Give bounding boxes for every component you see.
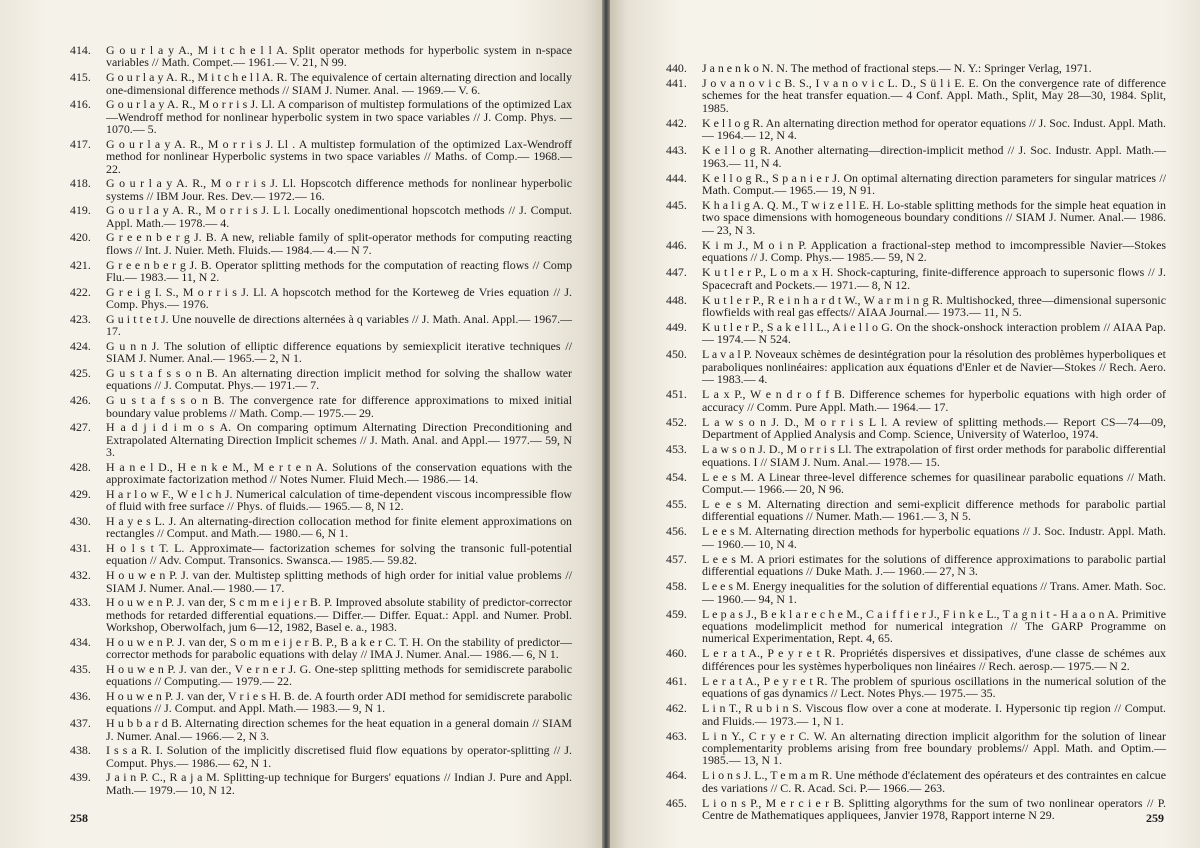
reference-text: Viscous flow over a cone at moderate. I. Hypersonic tip region // Comput. and Fluids.— 1973.— 1, N 1.: [702, 701, 1166, 728]
reference-entry: [70, 44, 572, 69]
reference-authors: G o u r l a y A. R., M i t c h e l l A. R.: [106, 70, 288, 85]
reference-entry: [666, 769, 1166, 794]
reference-authors: L i n T., R u b i n S.: [702, 701, 802, 716]
reference-number: 425.: [70, 366, 91, 381]
reference-text: The extrapolation of first order methods for parabolic differential equations. I // SIAM J. Num. Anal.— 1978.— 15.: [702, 442, 1166, 469]
reference-entry: [666, 416, 1166, 441]
reference-text: Application a fractional-step method to imcompressible Navier—Stokes equations // J. Comp. Phys.— 1985.— 59, N 2.: [702, 237, 1166, 265]
reference-number: 438.: [70, 743, 91, 758]
reference-authors: K e l l o g R.: [702, 115, 764, 130]
reference-entry: [666, 239, 1166, 264]
reference-entry: [666, 498, 1166, 523]
reference-authors: H o u w e n P. J. van der., V e r n e r J. G.: [106, 661, 312, 676]
reference-authors: L e e s M.: [702, 551, 754, 566]
reference-authors: K e l l o g R., S p a n i e r J.: [702, 170, 841, 185]
reference-text: On optimal alternating direction parameters for singular matrices // Math. Comput.— 1965.— 19, N 91.: [702, 170, 1166, 198]
reference-authors: H o u w e n P. J. van der, S o m m e i j e r B. P., B a k e r C. T. H.: [106, 634, 424, 649]
reference-number: 451.: [666, 387, 687, 402]
reference-text: Propriétés dispersives et dissipatives, d'une classe de schémes aux différences pour les systèmes hyperboliques non linéaires // Rech. aerosp.— 1975.— N 2.: [702, 646, 1166, 673]
reference-authors: L a v a l P.: [702, 347, 752, 362]
reference-entry: [666, 199, 1166, 236]
reference-text: A hopscotch method for the Korteweg de Vries equation // J. Comp. Phys.— 1976.: [106, 284, 572, 312]
reference-entry: [70, 542, 572, 567]
reference-authors: L a x P., W e n d r o f f B.: [702, 387, 845, 402]
reference-authors: L i o n s P., M e r c i e r B.: [702, 795, 845, 810]
reference-text: de. A fourth order ADI method for semidiscrete parabolic equations // J. Comput. and Appl. Math.— 1983.— 9, N 1.: [106, 689, 572, 716]
reference-number: 421.: [70, 257, 91, 272]
reference-number: 427.: [70, 420, 91, 435]
reference-text: The solution of elliptic difference equations by semiexplicit iterative techniques // SIAM J. Numer. Anal.— 1965.— 2, N 1.: [106, 338, 572, 366]
reference-number: 415.: [70, 70, 91, 85]
reference-number: 430.: [70, 513, 91, 528]
reference-number: 458.: [666, 579, 687, 594]
reference-number: 440.: [666, 61, 687, 75]
reference-text: An alternating direction implicit method for solving the shallow water equations // J. Computat. Phys.— 1971.— 7.: [106, 366, 572, 393]
reference-text: Splitting algorythms for the sum of two nonlinear operators // P. Centre de Mathematiques appliquees, Janvier 1978, Rapport interne N 29.: [702, 795, 1166, 823]
reference-entry: [70, 744, 572, 769]
reference-number: 434.: [70, 634, 91, 649]
reference-entry: [70, 690, 572, 715]
reference-entry: [70, 177, 572, 202]
reference-text: Locally onedimentional hopscotch methods // J. Comput. Appl. Math.— 1978.— 4.: [106, 203, 572, 230]
reference-text: van der. Multistep splitting methods of high order for initial value problems // SIAM J. Numer. Anal.— 1980.— 17.: [106, 568, 572, 595]
reference-entry: [70, 259, 572, 284]
reference-authors: K u t l e r P., R e i n h a r d t W., W a r m i n g R.: [702, 292, 943, 307]
reference-text: Difference schemes for hyperbolic equations with high order of accuracy // Comm. Pure Appl. Math.— 1964.— 17.: [702, 387, 1166, 414]
reference-number: 464.: [666, 768, 687, 783]
reference-number: 414.: [70, 43, 91, 57]
reference-number: 457.: [666, 551, 687, 566]
reference-entry: [666, 797, 1166, 822]
reference-authors: L e e s M.: [702, 496, 762, 511]
reference-authors: H u b b a r d B.: [106, 716, 182, 731]
reference-text: An alternating direction implicit algorithm for the solution of linear complementarity problems arising from free boundary problems// Appl. Math. and Optim.— 1985.— 13, N 1.: [702, 728, 1166, 768]
reference-authors: J o v a n o v i c B. S., I v a n o v i c L. D., S ü l i E. E.: [702, 76, 979, 90]
reference-entry: [666, 730, 1166, 767]
reference-text: An alternating direction method for operator equations // J. Soc. Indust. Appl. Math.— 1964.— 12, N 4.: [702, 115, 1166, 143]
reference-number: 445.: [666, 198, 687, 213]
reference-entry: [666, 471, 1166, 496]
reference-number: 461.: [666, 673, 687, 688]
reference-authors: L i o n s J. L., T e m a m R.: [702, 768, 833, 783]
reference-entry: [70, 596, 572, 633]
reference-text: A priori estimates for the solutions of difference approximations to parabolic partial differential equations // Duke Math. J.— 1960.— 27, N 3.: [702, 551, 1166, 579]
reference-entry: [70, 569, 572, 594]
reference-number: 432.: [70, 568, 91, 583]
book-gutter: [602, 0, 610, 848]
reference-authors: I s s a R. I.: [106, 743, 163, 758]
reference-number: 439.: [70, 770, 91, 785]
reference-entry: [70, 717, 572, 742]
reference-entry: [666, 348, 1166, 385]
reference-number: 436.: [70, 689, 91, 704]
reference-authors: L a w s o n J. D., M o r r i s Ll.: [702, 442, 852, 457]
reference-text: Split operator methods for hyperbolic system in n-space variables // Math. Compet.— 1961.— V. 21, N 99.: [106, 43, 573, 70]
reference-entry: [666, 388, 1166, 413]
reference-entry: [70, 663, 572, 688]
reference-number: 420.: [70, 230, 91, 245]
reference-authors: H a d j i d i m o s A.: [106, 420, 232, 435]
reference-text: Ll. Hopscotch difference methods for nonlinear hyperbolic systems // IBM Jour. Res. Dev.— 1972.— 16.: [106, 176, 572, 203]
reference-number: 444.: [666, 170, 687, 185]
reference-number: 429.: [70, 486, 91, 501]
reference-text: One-step splitting methods for semidiscrete parabolic equations // Computing.— 1979.— 22.: [106, 661, 572, 689]
reference-authors: L e e s M.: [702, 579, 750, 594]
reference-text: Energy inequalities for the solution of differential equations // Trans. Amer. Math. Soc.— 1960.— 94, N 1.: [702, 579, 1166, 606]
reference-number: 462.: [666, 701, 687, 716]
reference-text: An alternating-direction collocation method for finite element approximations on rectangles // Comput. and Math.— 1980.— 6, N 1.: [106, 513, 572, 541]
reference-authors: K u t l e r P., L o m a x H.: [702, 265, 834, 280]
reference-number: 443.: [666, 143, 687, 158]
reference-entry: [666, 702, 1166, 727]
reference-text: A comparison of multistep formulations of the optimized Lax—Wendroff method for nonlinear hyperbolic system in two space variables // J. Comp. Phys. — 1070.— 5.: [106, 97, 572, 137]
reference-entry: [666, 321, 1166, 346]
reference-authors: G o u r l a y A., M i t c h e l l A.: [106, 43, 288, 57]
reference-text: A new, reliable family of split-operator methods for computing reacting flows // Int. J. Nuier. Meth. Fluids.— 1984.— 4.— N 7.: [106, 230, 572, 257]
reference-authors: L e e s M.: [702, 524, 752, 539]
reference-entry: [666, 525, 1166, 550]
reference-entry: [70, 421, 572, 458]
reference-authors: H a r l o w F., W e l c h J.: [106, 486, 233, 501]
reference-authors: L a w s o n J. D., M o r r i s L l.: [702, 414, 888, 429]
reference-entry: [70, 98, 572, 135]
reference-text: Une nouvelle de directions alternées à q variables // J. Math. Anal. Appl.— 1967.— 17.: [106, 311, 573, 339]
reference-entry: [666, 62, 1166, 74]
reference-number: 428.: [70, 459, 91, 474]
reference-entry: [666, 117, 1166, 142]
reference-number: 449.: [666, 320, 687, 335]
reference-text: The equivalence of certain alternating direction and locally one-dimensional difference methods // SIAM J. Numer. Anal. — 1969.— V. 6.: [106, 70, 572, 97]
reference-number: 417.: [70, 136, 91, 151]
reference-entry: [666, 675, 1166, 700]
reference-number: 442.: [666, 115, 687, 130]
reference-authors: G o u r l a y A. R., M o r r i s J.: [106, 176, 278, 191]
reference-entry: [666, 647, 1166, 672]
reference-text: Splitting-up technique for Burgers' equations // Indian J. Pure and Appl. Math.— 1979.— 10, N 12.: [106, 770, 572, 797]
reference-text: Operator splitting methods for the computation of reacting flows // Comp Flu.— 1983.— 11, N 2.: [106, 257, 573, 284]
reference-authors: L e e s M.: [702, 469, 754, 484]
reference-number: 454.: [666, 469, 687, 484]
reference-entry: [666, 553, 1166, 578]
reference-number: 426.: [70, 393, 91, 408]
reference-entry: [666, 144, 1166, 169]
reference-text: Lo-stable splitting methods for the simple heat equation in two space dimensions with homogeneous boundary conditions // SIAM J. Numer. Anal.— 1986.— 23, N 3.: [702, 198, 1167, 237]
reference-number: 435.: [70, 661, 91, 676]
reference-text: Multishocked, three—dimensional supersonic flowfields with real gas effects// AIAA Journal.— 1973.— 11, N 5.: [702, 292, 1166, 320]
reference-number: 450.: [666, 347, 687, 362]
reference-entry: [666, 443, 1166, 468]
reference-entry: [70, 204, 572, 229]
reference-number: 453.: [666, 442, 687, 457]
reference-number: 465.: [666, 795, 687, 810]
reference-authors: H o u w e n P. J. van der, V r i e s H. B.: [106, 689, 295, 704]
reference-number: 460.: [666, 646, 687, 661]
reference-number: 423.: [70, 311, 91, 326]
reference-number: 455.: [666, 496, 687, 511]
reference-number: 419.: [70, 203, 91, 218]
reference-text: The convergence rate for difference approximations to mixed initial boundary value problems // Math. Comp.— 1975.— 29.: [106, 393, 572, 420]
reference-entry: [70, 71, 572, 96]
reference-text: The problem of spurious oscillations in the numerical solution of the equations of gas dynamics // Lect. Notes Phys.— 1975.— 35.: [702, 673, 1167, 701]
reference-number: 463.: [666, 728, 687, 743]
right-page: [610, 0, 1200, 848]
reference-number: 456.: [666, 524, 687, 539]
reference-authors: H o u w e n P. J.: [106, 568, 189, 583]
reference-authors: K h a l i g A. Q. M., T w i z e l l E. H.: [702, 198, 884, 213]
reference-text: Solution of the implicitly discretised fluid flow equations by operator-splitting // J. Comput. Phys.— 1986.— 62, N 1.: [106, 743, 572, 770]
reference-authors: G u n n J.: [106, 338, 160, 353]
reference-text: Primitive equations modelimplicit method for numerical integration // The GARP Programme on numerical Experimentation, Rept. 4, 65.: [702, 606, 1167, 646]
reference-number: 424.: [70, 338, 91, 353]
reference-entry: [70, 771, 572, 796]
reference-text: Une méthode d'éclatement des opérateurs et des contraintes en calcue des variations // C. R. Acad. Sci. P.— 1966.— 263.: [702, 768, 1166, 795]
reference-authors: G o u r l a y A. R., M o r r i s J. Ll.: [106, 97, 275, 112]
reference-list-left: [70, 44, 572, 796]
reference-text: Numerical calculation of time-dependent viscous incompressible flow of fluid with free surface // Phys. of fluids.— 1965.— 8, N 12.: [106, 486, 572, 514]
reference-authors: G u i t t e t J.: [106, 311, 169, 326]
reference-authors: G r e e n b e r g J. B.: [106, 230, 217, 245]
reference-authors: L i n Y., C r y e r C. W.: [702, 728, 827, 743]
reference-number: 416.: [70, 97, 91, 112]
reference-number: 452.: [666, 414, 687, 429]
reference-text: Shock-capturing, finite-difference approach to supersonic flows // J. Spacecraft and Pockets.— 1971.— 8, N 12.: [702, 265, 1166, 292]
reference-number: 441.: [666, 76, 687, 90]
reference-number: 459.: [666, 606, 687, 621]
page-number-right: 259: [1146, 811, 1164, 825]
reference-authors: G o u r l a y A. R., M o r r i s J. Ll .: [106, 136, 296, 151]
reference-text: On comparing optimum Alternating Direction Preconditioning and Extrapolated Alternating Direction Implicit schemes // J. Math. Anal. and Appl.— 1977.— 59, N 3.: [106, 420, 572, 460]
reference-authors: G u s t a f s s o n B.: [106, 393, 225, 408]
reference-authors: G r e e n b e r g J. B.: [106, 257, 212, 272]
reference-entry: [70, 636, 572, 661]
reference-authors: H a y e s L. J.: [106, 513, 177, 528]
reference-text: Alternating direction schemes for the heat equation in a general domain // SIAM J. Numer. Anal.— 1966.— 2, N 3.: [106, 716, 572, 743]
reference-text: Alternating direction and semi-explicit difference methods for parabolic partial differential equations // Numer. Math.— 1961.— 3, N 5.: [702, 496, 1166, 524]
reference-entry: [70, 488, 572, 513]
reference-entry: [70, 138, 572, 175]
reference-entry: [666, 172, 1166, 197]
reference-text: A review of splitting methods.— Report CS—74—09, Department of Applied Analysis and Comp. Science, University of Waterloo, 1974.: [702, 414, 1166, 442]
reference-text: Another alternating—direction-implicit method // J. Soc. Industr. Appl. Math.— 1963.— 11, N 4.: [702, 143, 1166, 170]
reference-text: On the shock-onshock interaction problem // AIAA Pap.— 1974.— N 524.: [702, 320, 1166, 347]
reference-authors: K u t l e r P., S a k e l l L., A i e l l o G.: [702, 320, 893, 335]
reference-authors: L e p a s J., B e k l a r e c h e M., C a i f f i e r J., F i n k e L., T a g n i t - H a a o n A.: [702, 606, 1119, 621]
reference-entry: [70, 340, 572, 365]
reference-text: A multistep formulation of the optimized Lax-Wendroff method for nonlinear Hyperbolic systems in two space variables // Maths. of Comp.— 1968.— 22.: [106, 136, 572, 176]
reference-entry: [70, 461, 572, 486]
reference-entry: [666, 580, 1166, 605]
reference-authors: L e r a t A., P e y r e t R.: [702, 673, 828, 688]
reference-number: 446.: [666, 237, 687, 252]
reference-entry: [70, 394, 572, 419]
reference-authors: H o u w e n P. J. van der, S c m m e i j e r B. P.: [106, 595, 333, 610]
reference-text: On the stability of predictor—corrector methods for parabolic equations with delay // IMA J. Numer. Anal.— 1986.— 6, N 1.: [106, 634, 572, 662]
reference-text: The method of fractional steps.— N. Y.: Springer Verlag, 1971.: [787, 61, 1092, 75]
reference-text: A Linear three-level difference schemes for quasilinear parabolic equations // Math. Comput.— 1966.— 20, N 96.: [702, 469, 1166, 496]
reference-entry: [70, 367, 572, 392]
reference-number: 422.: [70, 284, 91, 299]
reference-text: On the convergence rate of difference schemes for the heat transfer equation.— 4 Conf. Appl. Math., Split, May 28—30, 1984. Split, 1985.: [702, 76, 1166, 115]
reference-text: Solutions of the conservation equations with the approximate factorization method // Notes Numer. Fluid Mech.— 1986.— 14.: [106, 459, 572, 487]
reference-entry: [666, 266, 1166, 291]
reference-entry: [666, 608, 1166, 645]
reference-entry: [70, 515, 572, 540]
reference-number: 433.: [70, 595, 91, 610]
reference-number: 437.: [70, 716, 91, 731]
reference-number: 447.: [666, 265, 687, 280]
reference-text: Alternating direction methods for hyperbolic equations // J. Soc. Industr. Appl. Math.— 1960.— 10, N 4.: [702, 524, 1166, 551]
reference-number: 418.: [70, 176, 91, 191]
reference-text: Improved absolute stability of predictor-corrector methods for retarded differential equations.— Differ.— Differ. Equat.: Appl. and Numer. Probl. Workshop, Oberwolfach, jum 6—12, 1982, Basel e. a., 1983.: [106, 595, 573, 635]
reference-entry: [70, 231, 572, 256]
reference-list-right: [666, 62, 1166, 822]
reference-entry: [70, 286, 572, 311]
reference-authors: J a i n P. C., R a j a M.: [106, 770, 220, 785]
reference-authors: H a n e l D., H e n k e M., M e r t e n A.: [106, 459, 328, 474]
reference-number: 448.: [666, 292, 687, 307]
reference-authors: L e r a t A., P e y r e t R.: [702, 646, 836, 661]
reference-number: 431.: [70, 541, 91, 556]
reference-text: Noveaux schèmes de desintégration pour la résolution des problèmes hyperboliques et paraboliques nonlinéaires: application aux équations d'Enler et de Navier—Stokes // Rech. Aero.— 1983.— 4.: [702, 347, 1166, 387]
reference-authors: G o u r l a y A. R., M o r r i s J. L l.: [106, 203, 291, 218]
reference-authors: G r e i g I. S., M o r r i s J. Ll.: [106, 284, 267, 299]
reference-entry: [70, 313, 572, 338]
reference-entry: [666, 294, 1166, 319]
reference-authors: H o l s t T. L.: [106, 541, 185, 556]
reference-entry: [666, 77, 1166, 114]
reference-authors: G u s t a f s s o n B.: [106, 366, 218, 381]
reference-authors: K i m J., M o i n P.: [702, 237, 807, 252]
reference-authors: K e l l o g R.: [702, 143, 771, 158]
reference-text: Approximate— factorization schemes for solving the transonic full-potential equation // Adv. Comput. Transonics. Swansca.— 1985.— 59.82.: [106, 541, 573, 568]
page-number-left: 258: [70, 811, 88, 825]
reference-authors: J a n e n k o N. N.: [702, 61, 788, 75]
